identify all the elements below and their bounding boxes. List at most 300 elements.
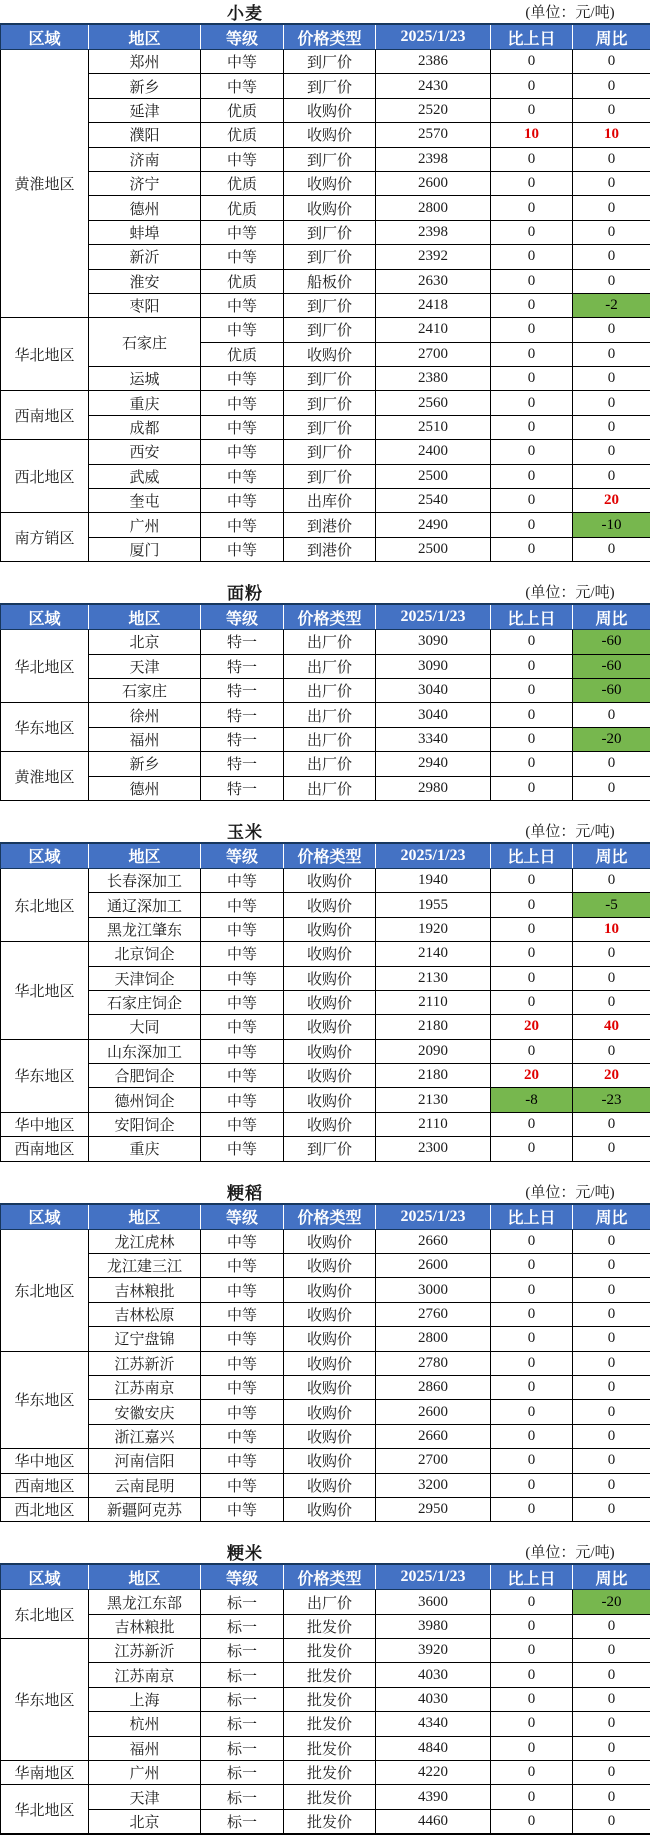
table-row: [1, 464, 650, 488]
grade-cell: 中等: [201, 147, 284, 171]
price-type-cell: 收购价: [284, 1254, 376, 1278]
price-type-cell: 到厂价: [284, 220, 376, 244]
day-change-cell: 0: [491, 703, 573, 727]
price-cell: 2490: [376, 513, 491, 537]
day-change-cell: 20: [491, 1064, 573, 1088]
day-change-cell: 0: [491, 1639, 573, 1663]
price-type-cell: 出厂价: [284, 776, 376, 800]
week-change-cell: 0: [573, 1302, 650, 1326]
day-change-cell: 0: [491, 1327, 573, 1351]
week-change-cell: 0: [573, 171, 650, 195]
price-cell: 2130: [376, 966, 491, 990]
price-cell: 2600: [376, 171, 491, 195]
price-cell: 2130: [376, 1088, 491, 1112]
col-area-header: 地区: [89, 604, 201, 630]
price-type-cell: 收购价: [284, 1473, 376, 1497]
day-change-cell: 0: [491, 990, 573, 1014]
price-cell: 3340: [376, 727, 491, 751]
area-cell: 河南信阳: [89, 1449, 201, 1473]
day-change-cell: 0: [491, 98, 573, 122]
area-cell: 安徽安庆: [89, 1400, 201, 1424]
col-price-type-header: 价格类型: [284, 1204, 376, 1230]
area-cell: 辽宁盘锦: [89, 1327, 201, 1351]
price-cell: 3040: [376, 703, 491, 727]
week-change-cell: 0: [573, 1254, 650, 1278]
price-cell: 2860: [376, 1375, 491, 1399]
price-cell: 1920: [376, 917, 491, 941]
week-change-cell: 20: [573, 489, 650, 513]
area-cell: 石家庄: [89, 318, 201, 367]
day-change-cell: -8: [491, 1088, 573, 1112]
grade-cell: 优质: [201, 196, 284, 220]
area-cell: 新沂: [89, 245, 201, 269]
day-change-cell: 0: [491, 50, 573, 74]
day-change-cell: 0: [491, 966, 573, 990]
grade-cell: 中等: [201, 1278, 284, 1302]
price-cell: 2500: [376, 464, 491, 488]
area-cell: 长春深加工: [89, 868, 201, 892]
area-cell: 蚌埠: [89, 220, 201, 244]
col-region-header: 区域: [1, 604, 89, 630]
price-type-cell: 批发价: [284, 1639, 376, 1663]
price-type-cell: 收购价: [284, 1278, 376, 1302]
day-change-cell: 10: [491, 123, 573, 147]
price-cell: 2180: [376, 1015, 491, 1039]
price-cell: 1940: [376, 868, 491, 892]
price-type-cell: 收购价: [284, 1112, 376, 1136]
week-change-cell: 0: [573, 1400, 650, 1424]
week-change-cell: 0: [573, 1614, 650, 1638]
unit-label: (单位：元/吨): [490, 1181, 650, 1202]
grade-cell: 中等: [201, 50, 284, 74]
grade-cell: 特一: [201, 727, 284, 751]
table-row: [1, 1278, 650, 1302]
area-cell: 黑龙江东部: [89, 1590, 201, 1614]
day-change-cell: 0: [491, 630, 573, 654]
table-row: [1, 1064, 650, 1088]
table-row: [1, 537, 650, 561]
region-cell: 华北地区: [1, 942, 89, 1040]
table-row: [1, 1137, 650, 1161]
table-row: [1, 293, 650, 317]
grade-cell: 中等: [201, 917, 284, 941]
price-type-cell: 收购价: [284, 966, 376, 990]
price-cell: 4220: [376, 1761, 491, 1785]
price-type-cell: 到厂价: [284, 50, 376, 74]
region-cell: 华北地区: [1, 318, 89, 391]
grade-cell: 中等: [201, 367, 284, 391]
week-change-cell: 0: [573, 367, 650, 391]
grade-cell: 中等: [201, 1064, 284, 1088]
day-change-cell: 0: [491, 513, 573, 537]
price-cell: 2600: [376, 1400, 491, 1424]
week-change-cell: 0: [573, 1497, 650, 1521]
price-cell: 2940: [376, 752, 491, 776]
area-cell: 天津: [89, 1785, 201, 1809]
grade-cell: 中等: [201, 464, 284, 488]
day-change-cell: 0: [491, 654, 573, 678]
day-change-cell: 0: [491, 752, 573, 776]
day-change-cell: 0: [491, 1302, 573, 1326]
day-change-cell: 0: [491, 1473, 573, 1497]
grade-cell: 中等: [201, 893, 284, 917]
week-change-cell: 0: [573, 74, 650, 98]
price-cell: 2380: [376, 367, 491, 391]
week-change-cell: 0: [573, 415, 650, 439]
price-type-cell: 批发价: [284, 1761, 376, 1785]
area-cell: 武威: [89, 464, 201, 488]
week-change-cell: 0: [573, 196, 650, 220]
area-cell: 杭州: [89, 1712, 201, 1736]
section-gap: [0, 801, 650, 819]
region-cell: 华东地区: [1, 1039, 89, 1112]
price-type-cell: 批发价: [284, 1736, 376, 1760]
col-date-header: 2025/1/23: [376, 843, 491, 869]
grade-cell: 中等: [201, 293, 284, 317]
table-row: [1, 1112, 650, 1136]
col-day-change-header: 比上日: [491, 843, 573, 869]
grade-cell: 中等: [201, 1327, 284, 1351]
week-change-cell: 0: [573, 990, 650, 1014]
day-change-cell: 0: [491, 942, 573, 966]
area-cell: 石家庄: [89, 678, 201, 702]
grade-cell: 中等: [201, 990, 284, 1014]
table-row: [1, 654, 650, 678]
table-row: [1, 513, 650, 537]
grade-cell: 标一: [201, 1687, 284, 1711]
price-type-cell: 收购价: [284, 171, 376, 195]
section-title-bar-corn: [0, 819, 650, 842]
table-row: [1, 630, 650, 654]
week-change-cell: 0: [573, 1424, 650, 1448]
table-row: [1, 50, 650, 74]
area-cell: 重庆: [89, 391, 201, 415]
grade-cell: 特一: [201, 703, 284, 727]
area-cell: 新疆阿克苏: [89, 1497, 201, 1521]
section-title-bar-flour: [0, 580, 650, 603]
price-type-cell: 收购价: [284, 1229, 376, 1253]
price-type-cell: 到厂价: [284, 391, 376, 415]
price-cell: 2398: [376, 147, 491, 171]
day-change-cell: 0: [491, 1449, 573, 1473]
week-change-cell: 0: [573, 537, 650, 561]
price-cell: 2700: [376, 1449, 491, 1473]
week-change-cell: 0: [573, 1473, 650, 1497]
area-cell: 合肥饲企: [89, 1064, 201, 1088]
week-change-cell: 10: [573, 123, 650, 147]
grade-cell: 优质: [201, 342, 284, 366]
table-row: [1, 1015, 650, 1039]
col-price-type-header: 价格类型: [284, 1564, 376, 1590]
price-type-cell: 收购价: [284, 1088, 376, 1112]
region-cell: 西南地区: [1, 1137, 89, 1161]
day-change-cell: 0: [491, 171, 573, 195]
day-change-cell: 0: [491, 74, 573, 98]
week-change-cell: 0: [573, 1663, 650, 1687]
price-cell: 2400: [376, 440, 491, 464]
area-cell: 安阳饲企: [89, 1112, 201, 1136]
section-title-japonica-rice: 粳米: [0, 1539, 490, 1564]
table-row: [1, 196, 650, 220]
price-cell: 4030: [376, 1687, 491, 1711]
price-type-cell: 船板价: [284, 269, 376, 293]
region-cell: 华东地区: [1, 703, 89, 752]
table-row: [1, 123, 650, 147]
day-change-cell: 0: [491, 1112, 573, 1136]
day-change-cell: 0: [491, 293, 573, 317]
day-change-cell: 0: [491, 1590, 573, 1614]
region-cell: 西南地区: [1, 391, 89, 440]
week-change-cell: 0: [573, 1449, 650, 1473]
week-change-cell: 10: [573, 917, 650, 941]
table-row: [1, 1424, 650, 1448]
region-cell: 西北地区: [1, 1497, 89, 1521]
section-gap: [0, 562, 650, 580]
grade-cell: 中等: [201, 440, 284, 464]
table-row: [1, 1351, 650, 1375]
table-row: [1, 752, 650, 776]
area-cell: 济宁: [89, 171, 201, 195]
col-week-change-header: 周比: [573, 843, 650, 869]
price-type-cell: 收购价: [284, 1424, 376, 1448]
price-type-cell: 到厂价: [284, 147, 376, 171]
area-cell: 成都: [89, 415, 201, 439]
section-wheat: [0, 0, 650, 562]
day-change-cell: 0: [491, 1614, 573, 1638]
col-day-change-header: 比上日: [491, 1564, 573, 1590]
area-cell: 新乡: [89, 74, 201, 98]
grade-cell: 优质: [201, 269, 284, 293]
day-change-cell: 0: [491, 1761, 573, 1785]
grade-cell: 中等: [201, 537, 284, 561]
price-cell: 2700: [376, 342, 491, 366]
week-change-cell: 0: [573, 1785, 650, 1809]
day-change-cell: 0: [491, 1809, 573, 1834]
day-change-cell: 0: [491, 342, 573, 366]
price-cell: 2418: [376, 293, 491, 317]
week-change-cell: 0: [573, 776, 650, 800]
day-change-cell: 0: [491, 917, 573, 941]
price-type-cell: 收购价: [284, 868, 376, 892]
table-row: [1, 1687, 650, 1711]
price-type-cell: 到厂价: [284, 440, 376, 464]
grade-cell: 中等: [201, 1375, 284, 1399]
price-type-cell: 到港价: [284, 537, 376, 561]
week-change-cell: -23: [573, 1088, 650, 1112]
day-change-cell: 0: [491, 1687, 573, 1711]
price-type-cell: 出厂价: [284, 752, 376, 776]
day-change-cell: 0: [491, 1278, 573, 1302]
grade-cell: 中等: [201, 1254, 284, 1278]
week-change-cell: -60: [573, 678, 650, 702]
price-type-cell: 收购价: [284, 1449, 376, 1473]
col-area-header: 地区: [89, 843, 201, 869]
day-change-cell: 0: [491, 415, 573, 439]
table-row: [1, 942, 650, 966]
price-type-cell: 批发价: [284, 1687, 376, 1711]
area-cell: 石家庄饲企: [89, 990, 201, 1014]
price-cell: 4390: [376, 1785, 491, 1809]
price-cell: 3920: [376, 1639, 491, 1663]
grade-cell: 中等: [201, 1497, 284, 1521]
day-change-cell: 0: [491, 776, 573, 800]
price-table-flour: [0, 603, 650, 801]
region-cell: 黄淮地区: [1, 752, 89, 801]
grade-cell: 标一: [201, 1761, 284, 1785]
price-type-cell: 收购价: [284, 342, 376, 366]
grade-cell: 标一: [201, 1809, 284, 1834]
col-area-header: 地区: [89, 1564, 201, 1590]
day-change-cell: 0: [491, 220, 573, 244]
grade-cell: 特一: [201, 776, 284, 800]
day-change-cell: 0: [491, 893, 573, 917]
table-row: [1, 727, 650, 751]
table-row: [1, 391, 650, 415]
area-cell: 濮阳: [89, 123, 201, 147]
price-cell: 2500: [376, 537, 491, 561]
day-change-cell: 0: [491, 1137, 573, 1161]
week-change-cell: 0: [573, 1639, 650, 1663]
grade-cell: 中等: [201, 1112, 284, 1136]
region-cell: 华中地区: [1, 1449, 89, 1473]
area-cell: 新乡: [89, 752, 201, 776]
grade-cell: 中等: [201, 942, 284, 966]
price-cell: 2520: [376, 98, 491, 122]
price-type-cell: 收购价: [284, 1039, 376, 1063]
day-change-cell: 0: [491, 269, 573, 293]
section-japonica-rice: [0, 1540, 650, 1835]
col-grade-header: 等级: [201, 1204, 284, 1230]
area-cell: 延津: [89, 98, 201, 122]
price-cell: 3000: [376, 1278, 491, 1302]
price-cell: 3980: [376, 1614, 491, 1638]
day-change-cell: 0: [491, 1712, 573, 1736]
grade-cell: 标一: [201, 1663, 284, 1687]
grade-cell: 中等: [201, 245, 284, 269]
price-type-cell: 收购价: [284, 98, 376, 122]
area-cell: 天津: [89, 654, 201, 678]
grade-cell: 中等: [201, 220, 284, 244]
price-type-cell: 批发价: [284, 1785, 376, 1809]
section-gap: [0, 1162, 650, 1180]
week-change-cell: -60: [573, 654, 650, 678]
price-table-wheat: [0, 23, 650, 562]
price-type-cell: 到厂价: [284, 293, 376, 317]
area-cell: 德州: [89, 196, 201, 220]
price-type-cell: 收购价: [284, 1351, 376, 1375]
day-change-cell: 0: [491, 1785, 573, 1809]
area-cell: 福州: [89, 1736, 201, 1760]
grade-cell: 中等: [201, 868, 284, 892]
area-cell: 重庆: [89, 1137, 201, 1161]
week-change-cell: 0: [573, 269, 650, 293]
grade-cell: 中等: [201, 1351, 284, 1375]
price-type-cell: 出厂价: [284, 727, 376, 751]
section-title-bar-wheat: [0, 0, 650, 23]
grade-cell: 标一: [201, 1614, 284, 1638]
week-change-cell: 0: [573, 98, 650, 122]
area-cell: 云南昆明: [89, 1473, 201, 1497]
section-corn: [0, 819, 650, 1162]
table-row: [1, 220, 650, 244]
grade-cell: 标一: [201, 1590, 284, 1614]
col-week-change-header: 周比: [573, 1564, 650, 1590]
week-change-cell: 40: [573, 1015, 650, 1039]
week-change-cell: 0: [573, 942, 650, 966]
table-row: [1, 489, 650, 513]
price-cell: 1955: [376, 893, 491, 917]
price-cell: 2398: [376, 220, 491, 244]
area-cell: 江苏南京: [89, 1663, 201, 1687]
grade-cell: 中等: [201, 1088, 284, 1112]
area-cell: 大同: [89, 1015, 201, 1039]
region-cell: 东北地区: [1, 1229, 89, 1351]
table-row: [1, 415, 650, 439]
week-change-cell: -20: [573, 727, 650, 751]
table-row: [1, 1736, 650, 1760]
day-change-cell: 0: [491, 1736, 573, 1760]
week-change-cell: 0: [573, 752, 650, 776]
area-cell: 枣阳: [89, 293, 201, 317]
week-change-cell: 0: [573, 220, 650, 244]
col-region-header: 区域: [1, 843, 89, 869]
area-cell: 龙江虎林: [89, 1229, 201, 1253]
grade-cell: 优质: [201, 98, 284, 122]
week-change-cell: 0: [573, 1375, 650, 1399]
section-title-flour: 面粉: [0, 579, 490, 604]
week-change-cell: -5: [573, 893, 650, 917]
table-row: [1, 893, 650, 917]
price-type-cell: 收购价: [284, 123, 376, 147]
unit-label: (单位：元/吨): [490, 1541, 650, 1562]
table-row: [1, 776, 650, 800]
unit-label: (单位：元/吨): [490, 1, 650, 22]
price-cell: 2630: [376, 269, 491, 293]
col-grade-header: 等级: [201, 1564, 284, 1590]
table-row: [1, 1039, 650, 1063]
table-row: [1, 440, 650, 464]
col-grade-header: 等级: [201, 604, 284, 630]
section-title-wheat: 小麦: [0, 0, 490, 24]
area-cell: 广州: [89, 513, 201, 537]
area-cell: 德州饲企: [89, 1088, 201, 1112]
area-cell: 北京: [89, 1809, 201, 1834]
day-change-cell: 0: [491, 727, 573, 751]
price-type-cell: 出厂价: [284, 678, 376, 702]
week-change-cell: 0: [573, 391, 650, 415]
price-cell: 2540: [376, 489, 491, 513]
area-cell: 江苏新沂: [89, 1351, 201, 1375]
day-change-cell: 0: [491, 1424, 573, 1448]
price-cell: 3090: [376, 654, 491, 678]
price-type-cell: 到厂价: [284, 464, 376, 488]
col-region-header: 区域: [1, 1564, 89, 1590]
area-cell: 厦门: [89, 537, 201, 561]
grade-cell: 中等: [201, 74, 284, 98]
table-row: [1, 1614, 650, 1638]
price-type-cell: 出库价: [284, 489, 376, 513]
price-cell: 2800: [376, 196, 491, 220]
day-change-cell: 0: [491, 318, 573, 342]
table-row: [1, 1639, 650, 1663]
price-table-corn: [0, 842, 650, 1162]
table-row: [1, 1327, 650, 1351]
unit-label: (单位：元/吨): [490, 820, 650, 841]
table-row: [1, 1229, 650, 1253]
grade-cell: 中等: [201, 489, 284, 513]
area-cell: 西安: [89, 440, 201, 464]
price-type-cell: 收购价: [284, 1015, 376, 1039]
